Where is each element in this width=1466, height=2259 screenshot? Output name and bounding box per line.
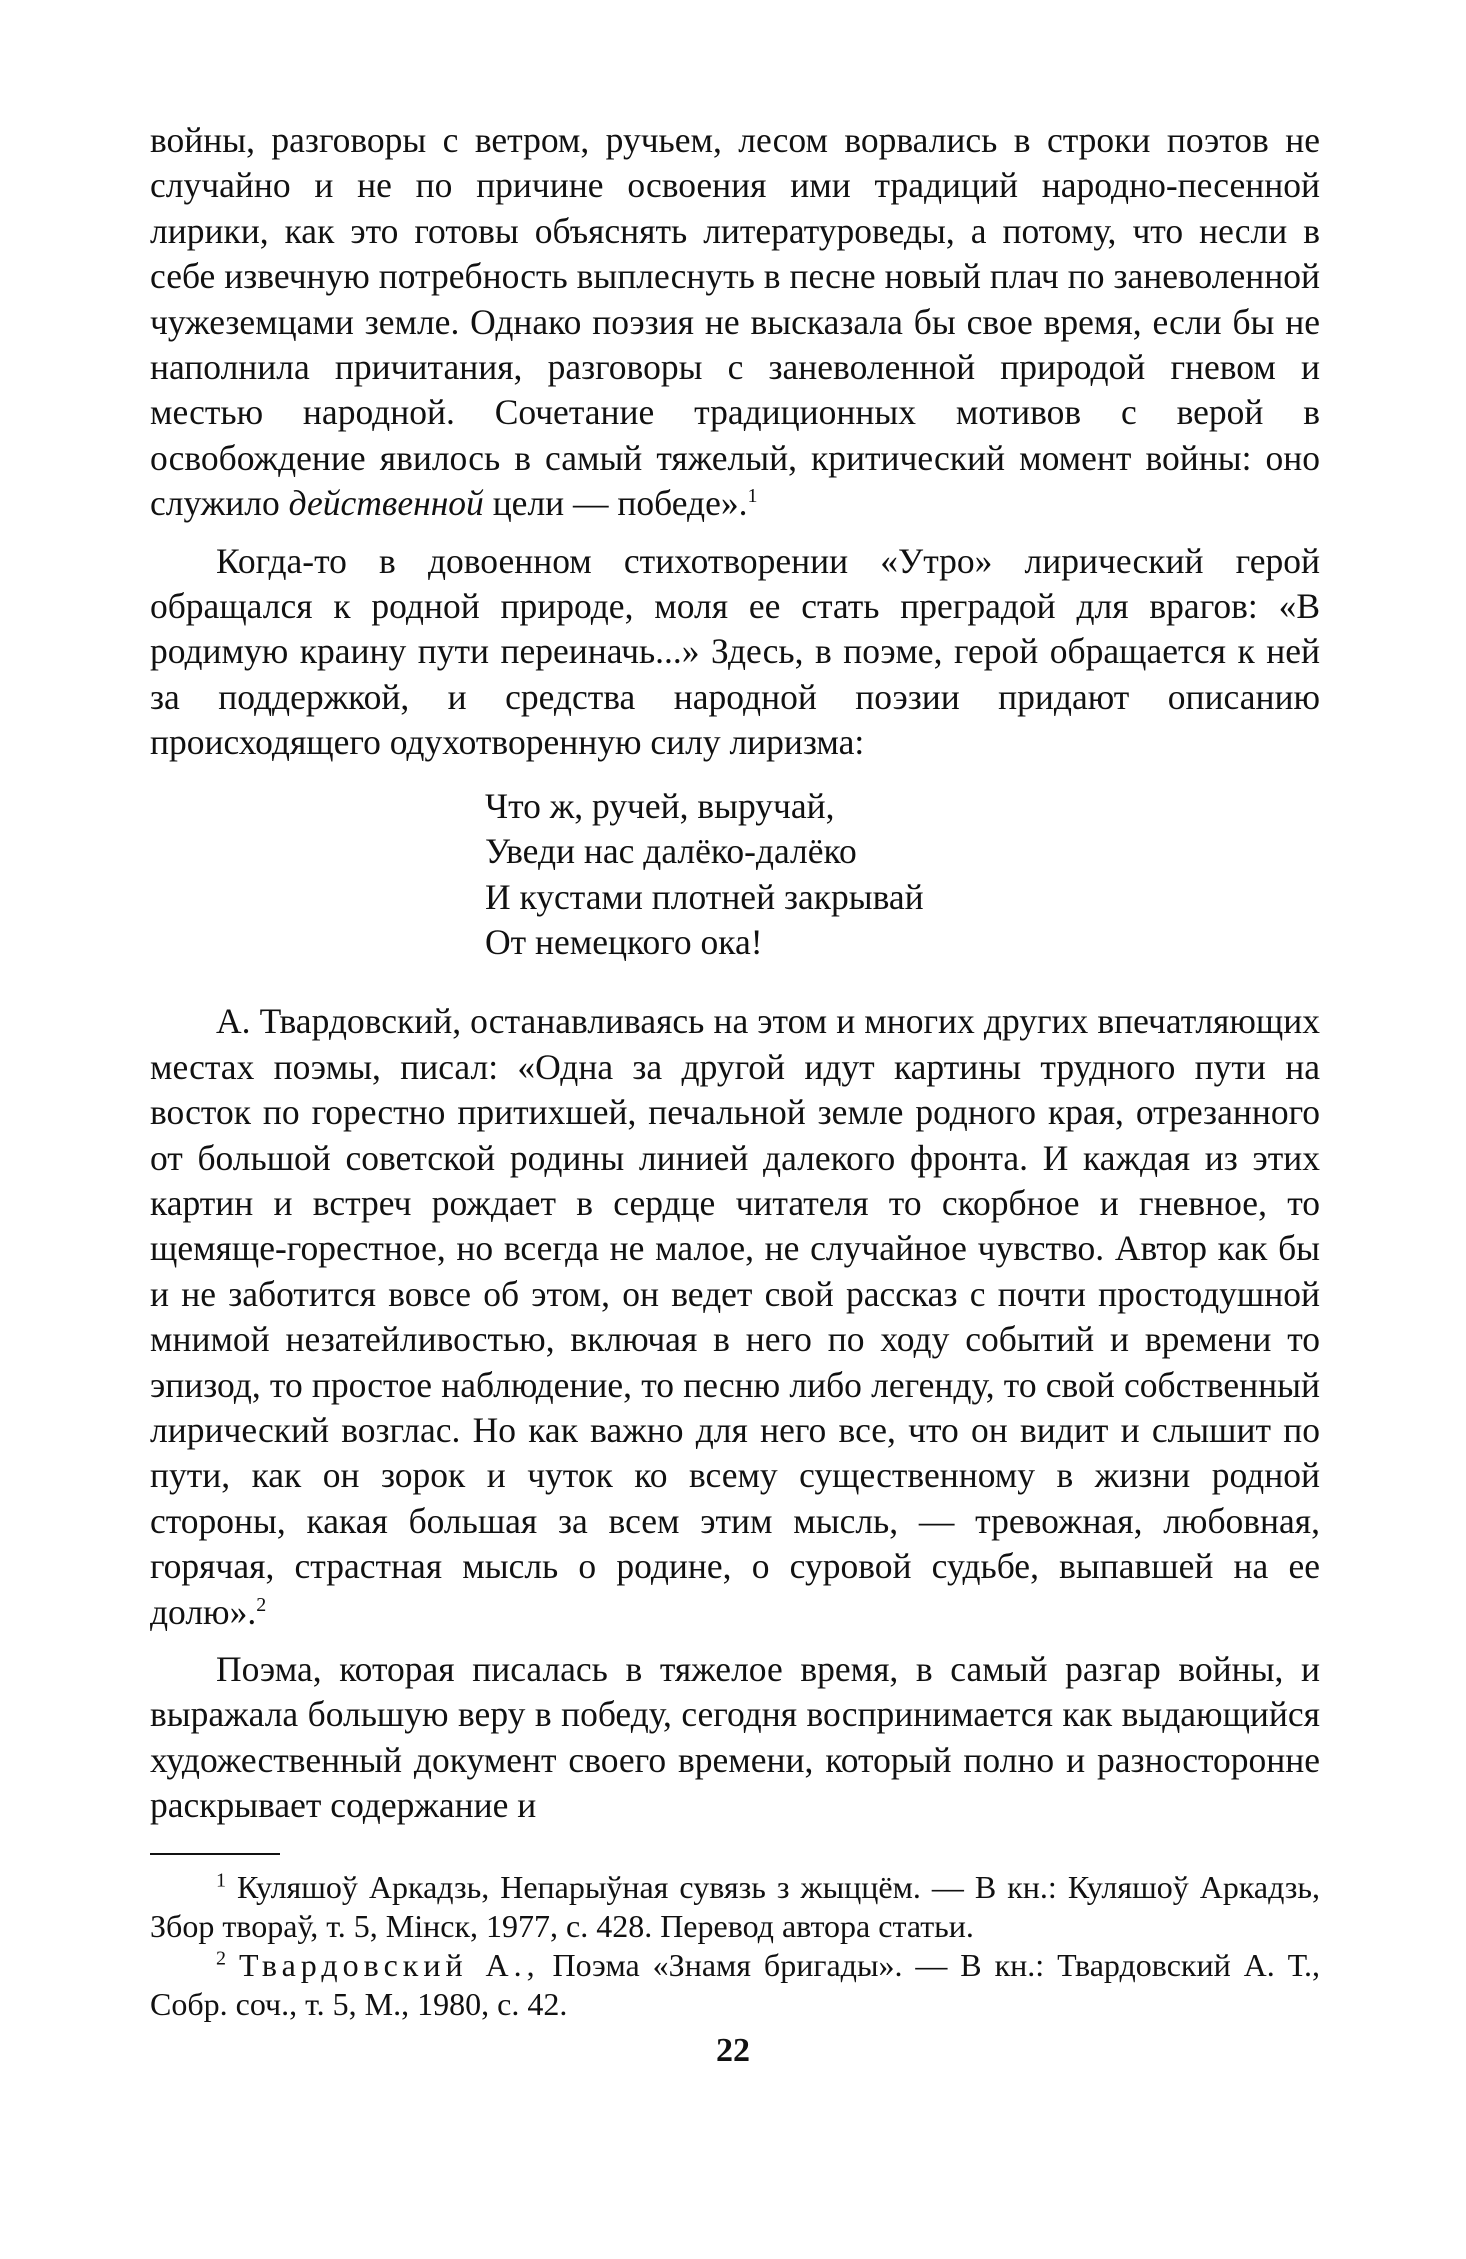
footnote-author: Твардовский А., [238,1947,540,1983]
page-body [150,118,1320,1829]
footnote-ref-1[interactable]: 1 [747,485,758,508]
paragraph-3-text: А. Твардовский, останавливаясь на этом и многих других впечатляющих местах поэмы, писал: «Одна за другой идут картины трудного пути на восток по горестно притихшей, печальной земле родного края, отрезанного от большой советской родины линией далекого фронта. И каждая из этих картин и встреч рождает в сердце читателя то скорбное и гневное, то щемяще-горестное, но всегда не малое, не случайное чувство. Автор как бы и не заботится вовсе об этом, он ведет свой рассказ с почти простодушной мнимой незатейливостью, включая в него по ходу событий и времени то эпизод, то простое наблюдение, то песню либо легенду, то свой собственный лирический возглас. Но как важно для него все, что он видит и слышит по пути, как он зорок и чуток ко всему существенному в жизни родной стороны, какая большая за всем этим мысль, — тревожная, любовная, горячая, страстная мысль о родине, о суровой судьбе, выпавшей на ее долю». [150,1001,1320,1632]
italic-word: действенной [288,483,484,524]
verse-quote [485,784,1320,966]
paragraph-2: Когда-то в довоенном стихотворении «Утро» лирический герой обращался к родной природе, моля ее стать преградой для врагов: «В родимую краину пути переиначь...» Здесь, в поэме, герой обращается к ней за поддержкой, и средства народной поэзии придают описанию происходящего одухотворенную силу лиризма: [150,540,1320,763]
footnote-text: Куляшоў Аркадзь, Непарыўная сувязь з жыццём. — В кн.: Куляшоў Аркадзь, Збор твораў, т. 5, Мінск, 1977, с. 428. Перевод автора статьи. [150,1869,1321,1944]
paragraph-1-text: войны, разговоры с ветром, ручьем, лесом ворвались в строки поэтов не случайно и не по причине освоения ими традиций народно-песенной лирики, как это готовы объяснять литературоведы, а потому, что несли в себе извечную потребность выплеснуть в песне новый плач по заневоленной чужеземцами земле. Однако поэзия не высказала бы свое время, если бы не наполнила причитания, разговоры с заневоленной природой гневом и местью народной. Сочетание традиционных мотивов с верой в освобождение явилось в самый тяжелый, критический момент войны: оно служило [150,120,1320,524]
verse-line: Что ж, ручей, выручай, [485,785,835,826]
footnotes [150,1868,1320,2024]
verse-line: И кустами плотней закрывай [485,876,924,917]
footnote-2 [150,1946,1320,2024]
footnote-mark: 1 [216,1869,226,1892]
footnote-text: Поэма «Знамя бригады». — В кн.: Твардовский А. Т., Собр. соч., т. 5, М., 1980, с. 42. [150,1947,1321,2022]
verse-line: Уведи нас далёко-далёко [485,831,857,872]
paragraph-4: Поэма, которая писалась в тяжелое время, в самый разгар войны, и выражала большую веру в победу, сегодня воспринимается как выдающийся художественный документ своего времени, который полно и разносторонне раскрывает содержание и [150,1649,1320,1826]
verse-line: От немецкого ока! [485,921,763,962]
paragraph-3 [150,999,1320,1635]
footnote-divider [150,1853,280,1855]
paragraph-1-end: цели — победе». [492,483,748,524]
footnote-1 [150,1868,1320,1946]
footnote-ref-2[interactable]: 2 [256,1593,267,1616]
footnote-mark: 2 [216,1947,226,1970]
page-number: 22 [716,2032,750,2069]
paragraph-1 [150,118,1320,527]
